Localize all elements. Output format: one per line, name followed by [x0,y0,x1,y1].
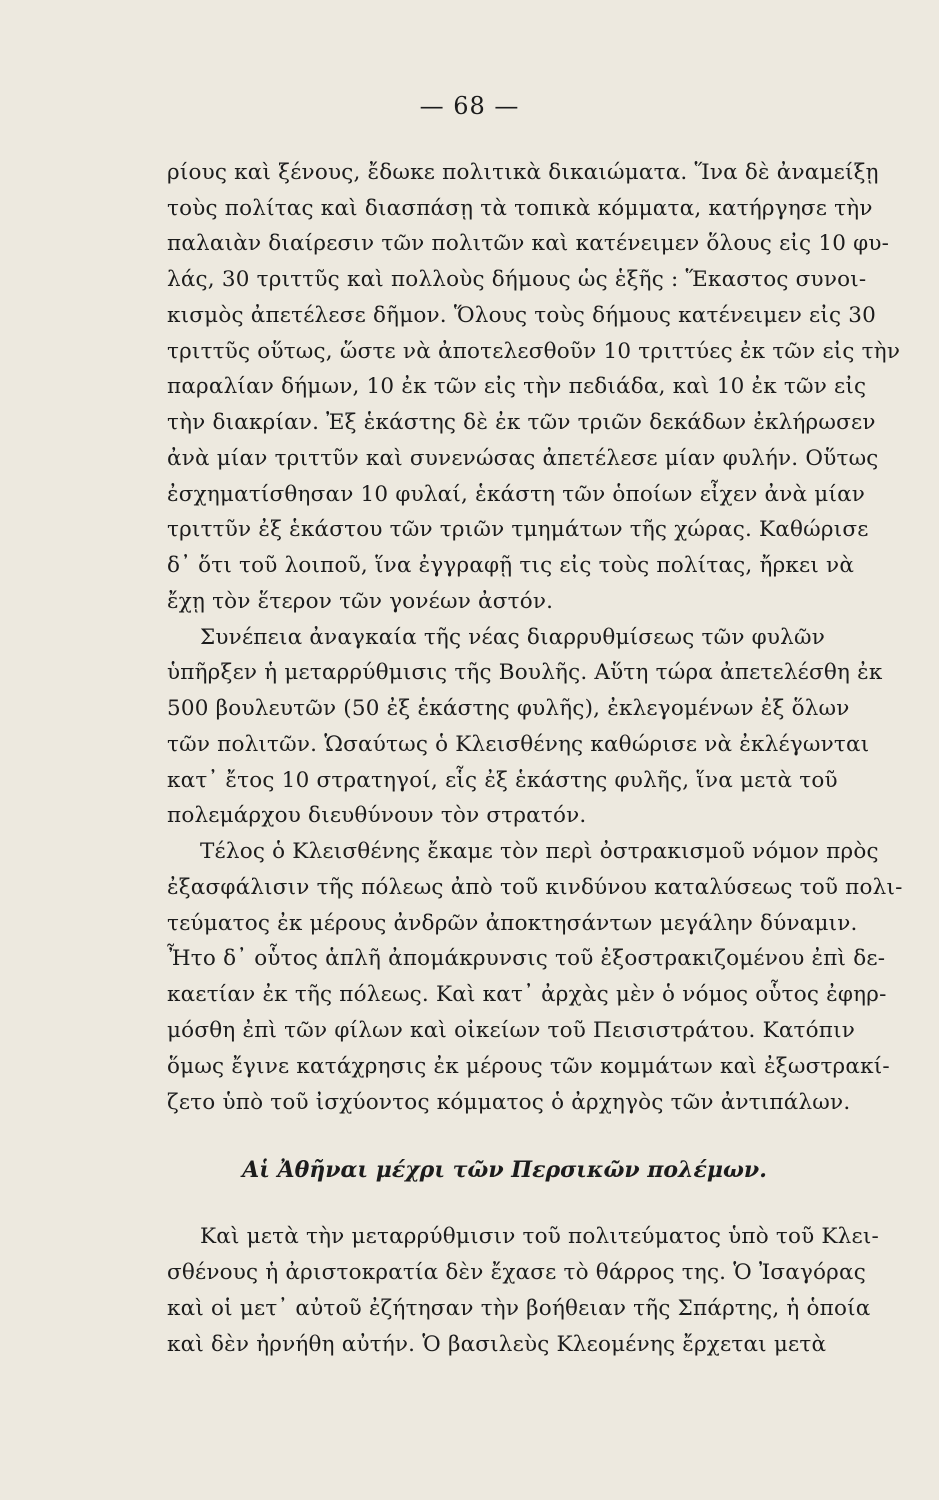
text-line: παλαιὰν διαίρεσιν τῶν πολιτῶν καὶ κατένειμεν ὅλους εἰς 10 φυ- [167,231,890,256]
text-line: τῶν πολιτῶν. Ὡσαύτως ὁ Κλεισθένης καθώρισε νὰ ἐκλέγωνται [167,732,870,757]
text-line: τὴν διακρίαν. Ἐξ ἑκάστης δὲ ἐκ τῶν τριῶν δεκάδων ἐκλήρωσεν [167,410,876,435]
text-line: τριττῦν ἐξ ἑκάστου τῶν τριῶν τμημάτων τῆς χώρας. Καθώρισε [167,517,869,542]
text-line: ἀνὰ μίαν τριττῦν καὶ συνενώσας ἀπετέλεσε μίαν φυλήν. Οὕτως [167,446,879,471]
text-line: ζετο ὑπὸ τοῦ ἰσχύοντος κόμματος ὁ ἀρχηγὸς τῶν ἀντιπάλων. [167,1090,851,1115]
text-line: ὑπῆρξεν ἡ μεταρρύθμισις τῆς Βουλῆς. Αὕτη τώρα ἀπετελέσθη ἐκ [167,660,883,685]
text-line: καὶ οἱ μετ᾽ αὐτοῦ ἐζήτησαν τὴν βοήθειαν τῆς Σπάρτης, ἡ ὁποία [167,1296,871,1321]
text-line: Τέλος ὁ Κλεισθένης ἔκαμε τὸν περὶ ὀστρακισμοῦ νόμον πρὸς [200,839,879,864]
page-number: — 68 — [419,92,520,120]
text-line: ἐσχηματίσθησαν 10 φυλαί, ἑκάστη τῶν ὁποίων εἶχεν ἀνὰ μίαν [167,482,866,507]
text-line: τεύματος ἐκ μέρους ἀνδρῶν ἀποκτησάντων μεγάλην δύναμιν. [167,911,858,936]
text-line: παραλίαν δήμων, 10 ἐκ τῶν εἰς τὴν πεδιάδα, καὶ 10 ἐκ τῶν εἰς [167,374,867,399]
text-line: καὶ δὲν ἠρνήθη αὐτήν. Ὁ βασιλεὺς Κλεομένης ἔρχεται μετὰ [167,1332,827,1357]
text-line: κατ᾽ ἔτος 10 στρατηγοί, εἷς ἐξ ἑκάστης φυλῆς, ἵνα μετὰ τοῦ [167,768,838,793]
text-line: κισμὸς ἀπετέλεσε δῆμον. Ὅλους τοὺς δήμους κατένειμεν εἰς 30 [167,303,877,328]
text-line: λάς, 30 τριττῦς καὶ πολλοὺς δήμους ὡς ἑξῆς : Ἕκαστος συνοι- [167,267,867,292]
section-heading: Αἱ Ἀθῆναι μέχρι τῶν Περσικῶν πολέμων. [242,1157,767,1183]
text-line: ρίους καὶ ξένους, ἔδωκε πολιτικὰ δικαιώματα. Ἵνα δὲ ἀναμείξῃ [167,160,879,185]
text-line: τοὺς πολίτας καὶ διασπάσῃ τὰ τοπικὰ κόμματα, κατήργησε τὴν [167,196,873,221]
text-line: μόσθη ἐπὶ τῶν φίλων καὶ οἰκείων τοῦ Πεισιστράτου. Κατόπιν [167,1018,856,1043]
text-line: σθένους ἡ ἀριστοκρατία δὲν ἔχασε τὸ θάρρος της. Ὁ Ἰσαγόρας [167,1260,866,1285]
text-line: ἐξασφάλισιν τῆς πόλεως ἀπὸ τοῦ κινδύνου καταλύσεως τοῦ πολι- [167,875,903,900]
text-line: ἔχῃ τὸν ἕτερον τῶν γονέων ἀστόν. [167,589,554,614]
text-line: καετίαν ἐκ τῆς πόλεως. Καὶ κατ᾽ ἀρχὰς μὲν ὁ νόμος οὗτος ἐφηρ- [167,982,887,1007]
text-line: Συνέπεια ἀναγκαία τῆς νέας διαρρυθμίσεως τῶν φυλῶν [200,625,825,650]
text-line: τριττῦς οὕτως, ὥστε νὰ ἀποτελεσθοῦν 10 τριττύες ἐκ τῶν εἰς τὴν [167,339,901,364]
text-line: Καὶ μετὰ τὴν μεταρρύθμισιν τοῦ πολιτεύματος ὑπὸ τοῦ Κλει- [200,1224,879,1249]
text-line: δ᾽ ὅτι τοῦ λοιποῦ, ἵνα ἐγγραφῇ τις εἰς τοὺς πολίτας, ἤρκει νὰ [167,553,855,578]
text-line: ὅμως ἔγινε κατάχρησις ἐκ μέρους τῶν κομμάτων καὶ ἐξωστρακί- [167,1054,890,1079]
text-line: Ἦτο δ᾽ οὗτος ἁπλῆ ἀπομάκρυνσις τοῦ ἐξοστρακιζομένου ἐπὶ δε- [167,946,886,971]
text-line: πολεμάρχου διευθύνουν τὸν στρατόν. [167,803,587,828]
text-line: 500 βουλευτῶν (50 ἐξ ἑκάστης φυλῆς), ἐκλεγομένων ἐξ ὅλων [167,696,850,721]
